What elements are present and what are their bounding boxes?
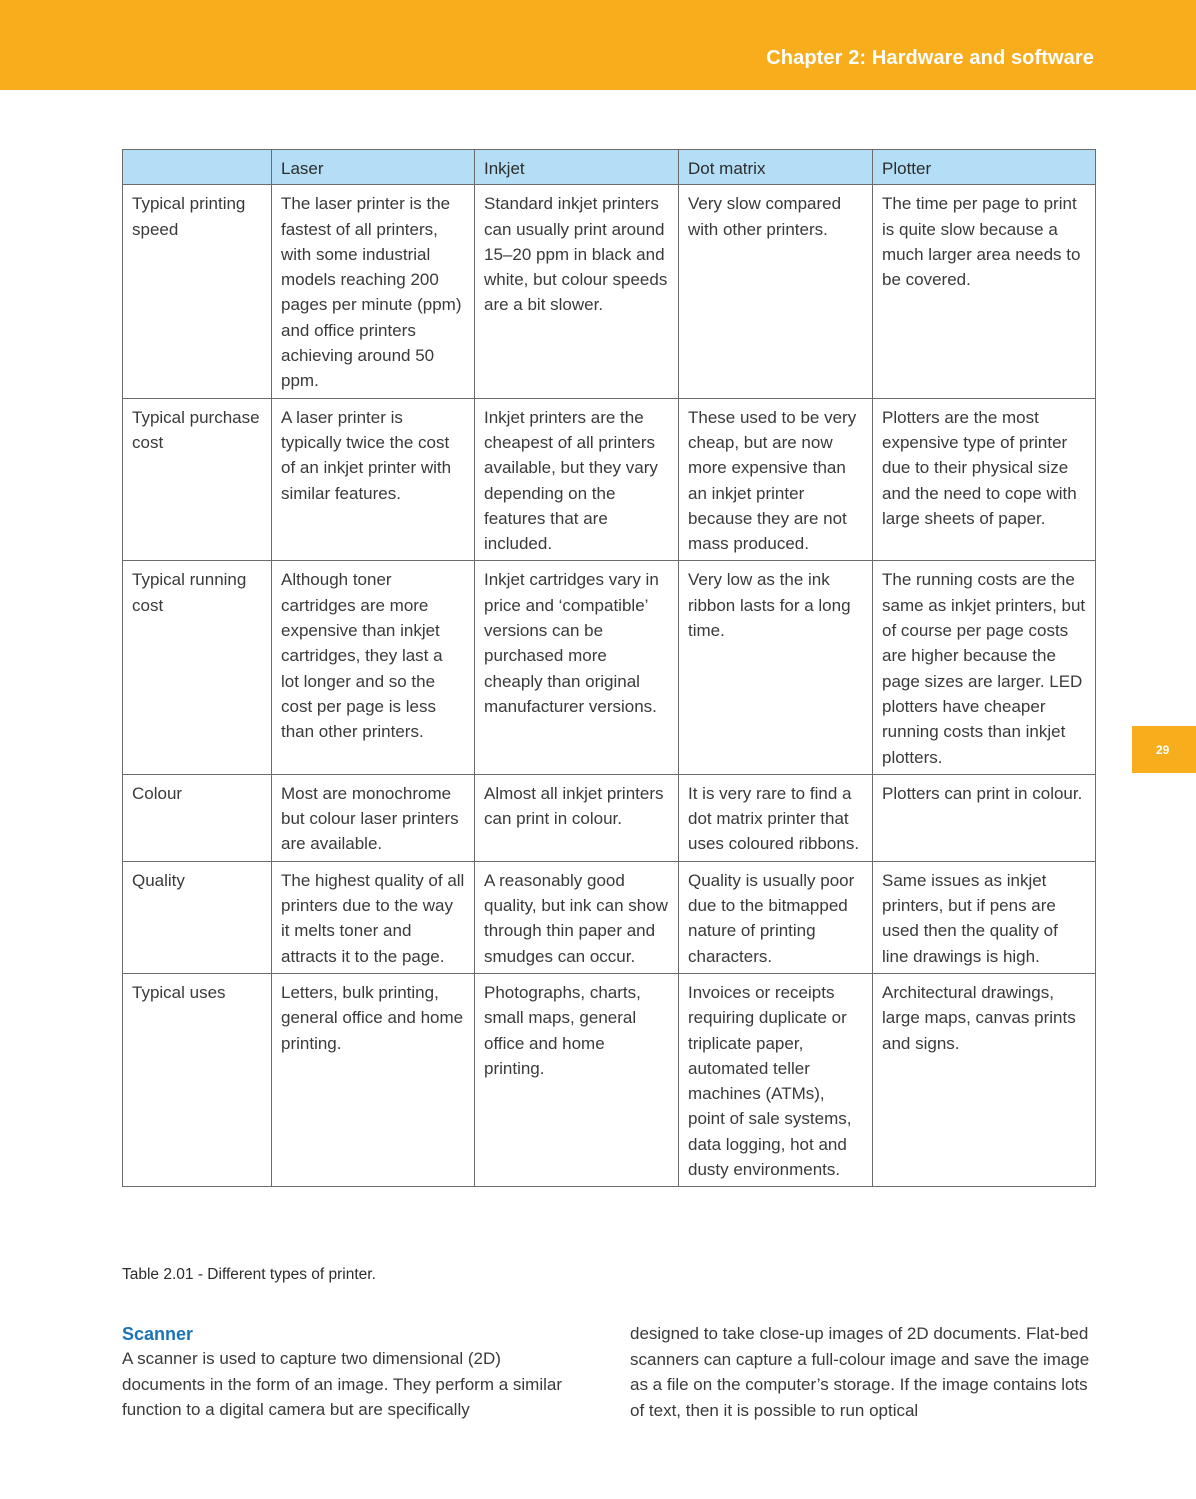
table-header-row [123, 150, 1096, 185]
table-cell: Quality is usually poor due to the bitmapped nature of printing characters. [679, 861, 873, 973]
table-cell: Plotters are the most expensive type of printer due to their physical size and the need to cope with large sheets of paper. [873, 398, 1096, 561]
table-cell: Invoices or receipts requiring duplicate or triplicate paper, automated teller machines (ATMs), point of sale systems, data logging, hot and dusty environments. [679, 973, 873, 1186]
table-cell: Photographs, charts, small maps, general office and home printing. [475, 973, 679, 1186]
row-label: Typical purchase cost [123, 398, 272, 561]
table-row [123, 398, 1096, 561]
scanner-right-column [630, 1321, 1100, 1423]
table-caption: Table 2.01 - Different types of printer. [122, 1266, 376, 1283]
page-number: 29 [1156, 742, 1170, 757]
table-cell: Architectural drawings, large maps, canvas prints and signs. [873, 973, 1096, 1186]
scanner-heading: Scanner [122, 1324, 194, 1344]
table-cell: The time per page to print is quite slow because a much larger area needs to be covered. [873, 185, 1096, 398]
table-cell: Letters, bulk printing, general office and home printing. [272, 973, 475, 1186]
printer-comparison-table [122, 149, 1096, 1187]
table-cell: Inkjet cartridges vary in price and ‘compatible’ versions can be purchased more cheaply than original manufacturer versions. [475, 561, 679, 774]
row-label: Colour [123, 774, 272, 861]
table-cell: Although toner cartridges are more expensive than inkjet cartridges, they last a lot longer and so the cost per page is less than other printers. [272, 561, 475, 774]
row-label: Quality [123, 861, 272, 973]
column-header: Inkjet [475, 150, 679, 185]
column-header: Laser [272, 150, 475, 185]
scanner-paragraph-left: A scanner is used to capture two dimensional (2D) documents in the form of an image. They perform a similar function to a digital camera but are specifically [122, 1349, 562, 1419]
column-header [123, 150, 272, 185]
table-row [123, 861, 1096, 973]
column-header: Dot matrix [679, 150, 873, 185]
table-cell: It is very rare to find a dot matrix printer that uses coloured ribbons. [679, 774, 873, 861]
scanner-left-column [122, 1322, 562, 1423]
table-cell: These used to be very cheap, but are now more expensive than an inkjet printer because they are not mass produced. [679, 398, 873, 561]
table-cell: Most are monochrome but colour laser printers are available. [272, 774, 475, 861]
table-cell: Very slow compared with other printers. [679, 185, 873, 398]
table-cell: Very low as the ink ribbon lasts for a long time. [679, 561, 873, 774]
table-row [123, 185, 1096, 398]
table-row [123, 774, 1096, 861]
table-cell: The highest quality of all printers due to the way it melts toner and attracts it to the page. [272, 861, 475, 973]
table-cell: A laser printer is typically twice the cost of an inkjet printer with similar features. [272, 398, 475, 561]
page-number-tab [1132, 726, 1196, 773]
table-cell: Plotters can print in colour. [873, 774, 1096, 861]
table-cell: The laser printer is the fastest of all printers, with some industrial models reaching 200 pages per minute (ppm) and office printers achieving around 50 ppm. [272, 185, 475, 398]
scanner-paragraph-right: designed to take close-up images of 2D documents. Flat-bed scanners can capture a full-colour image and save the image as a file on the computer’s storage. If the image contains lots of text, then it is possible to run optical [630, 1324, 1090, 1420]
table-row [123, 561, 1096, 774]
table-cell: The running costs are the same as inkjet printers, but of course per page costs are higher because the page sizes are larger. LED plotters have cheaper running costs than inkjet plotters. [873, 561, 1096, 774]
table-cell: A reasonably good quality, but ink can show through thin paper and smudges can occur. [475, 861, 679, 973]
table-cell: Same issues as inkjet printers, but if pens are used then the quality of line drawings is high. [873, 861, 1096, 973]
row-label: Typical running cost [123, 561, 272, 774]
column-header: Plotter [873, 150, 1096, 185]
row-label: Typical uses [123, 973, 272, 1186]
row-label: Typical printing speed [123, 185, 272, 398]
chapter-title: Chapter 2: Hardware and software [766, 47, 1094, 69]
table-cell: Standard inkjet printers can usually print around 15–20 ppm in black and white, but colour speeds are a bit slower. [475, 185, 679, 398]
table-row [123, 973, 1096, 1186]
table-cell: Almost all inkjet printers can print in colour. [475, 774, 679, 861]
chapter-header-band [0, 0, 1196, 90]
table-cell: Inkjet printers are the cheapest of all printers available, but they vary depending on the features that are included. [475, 398, 679, 561]
